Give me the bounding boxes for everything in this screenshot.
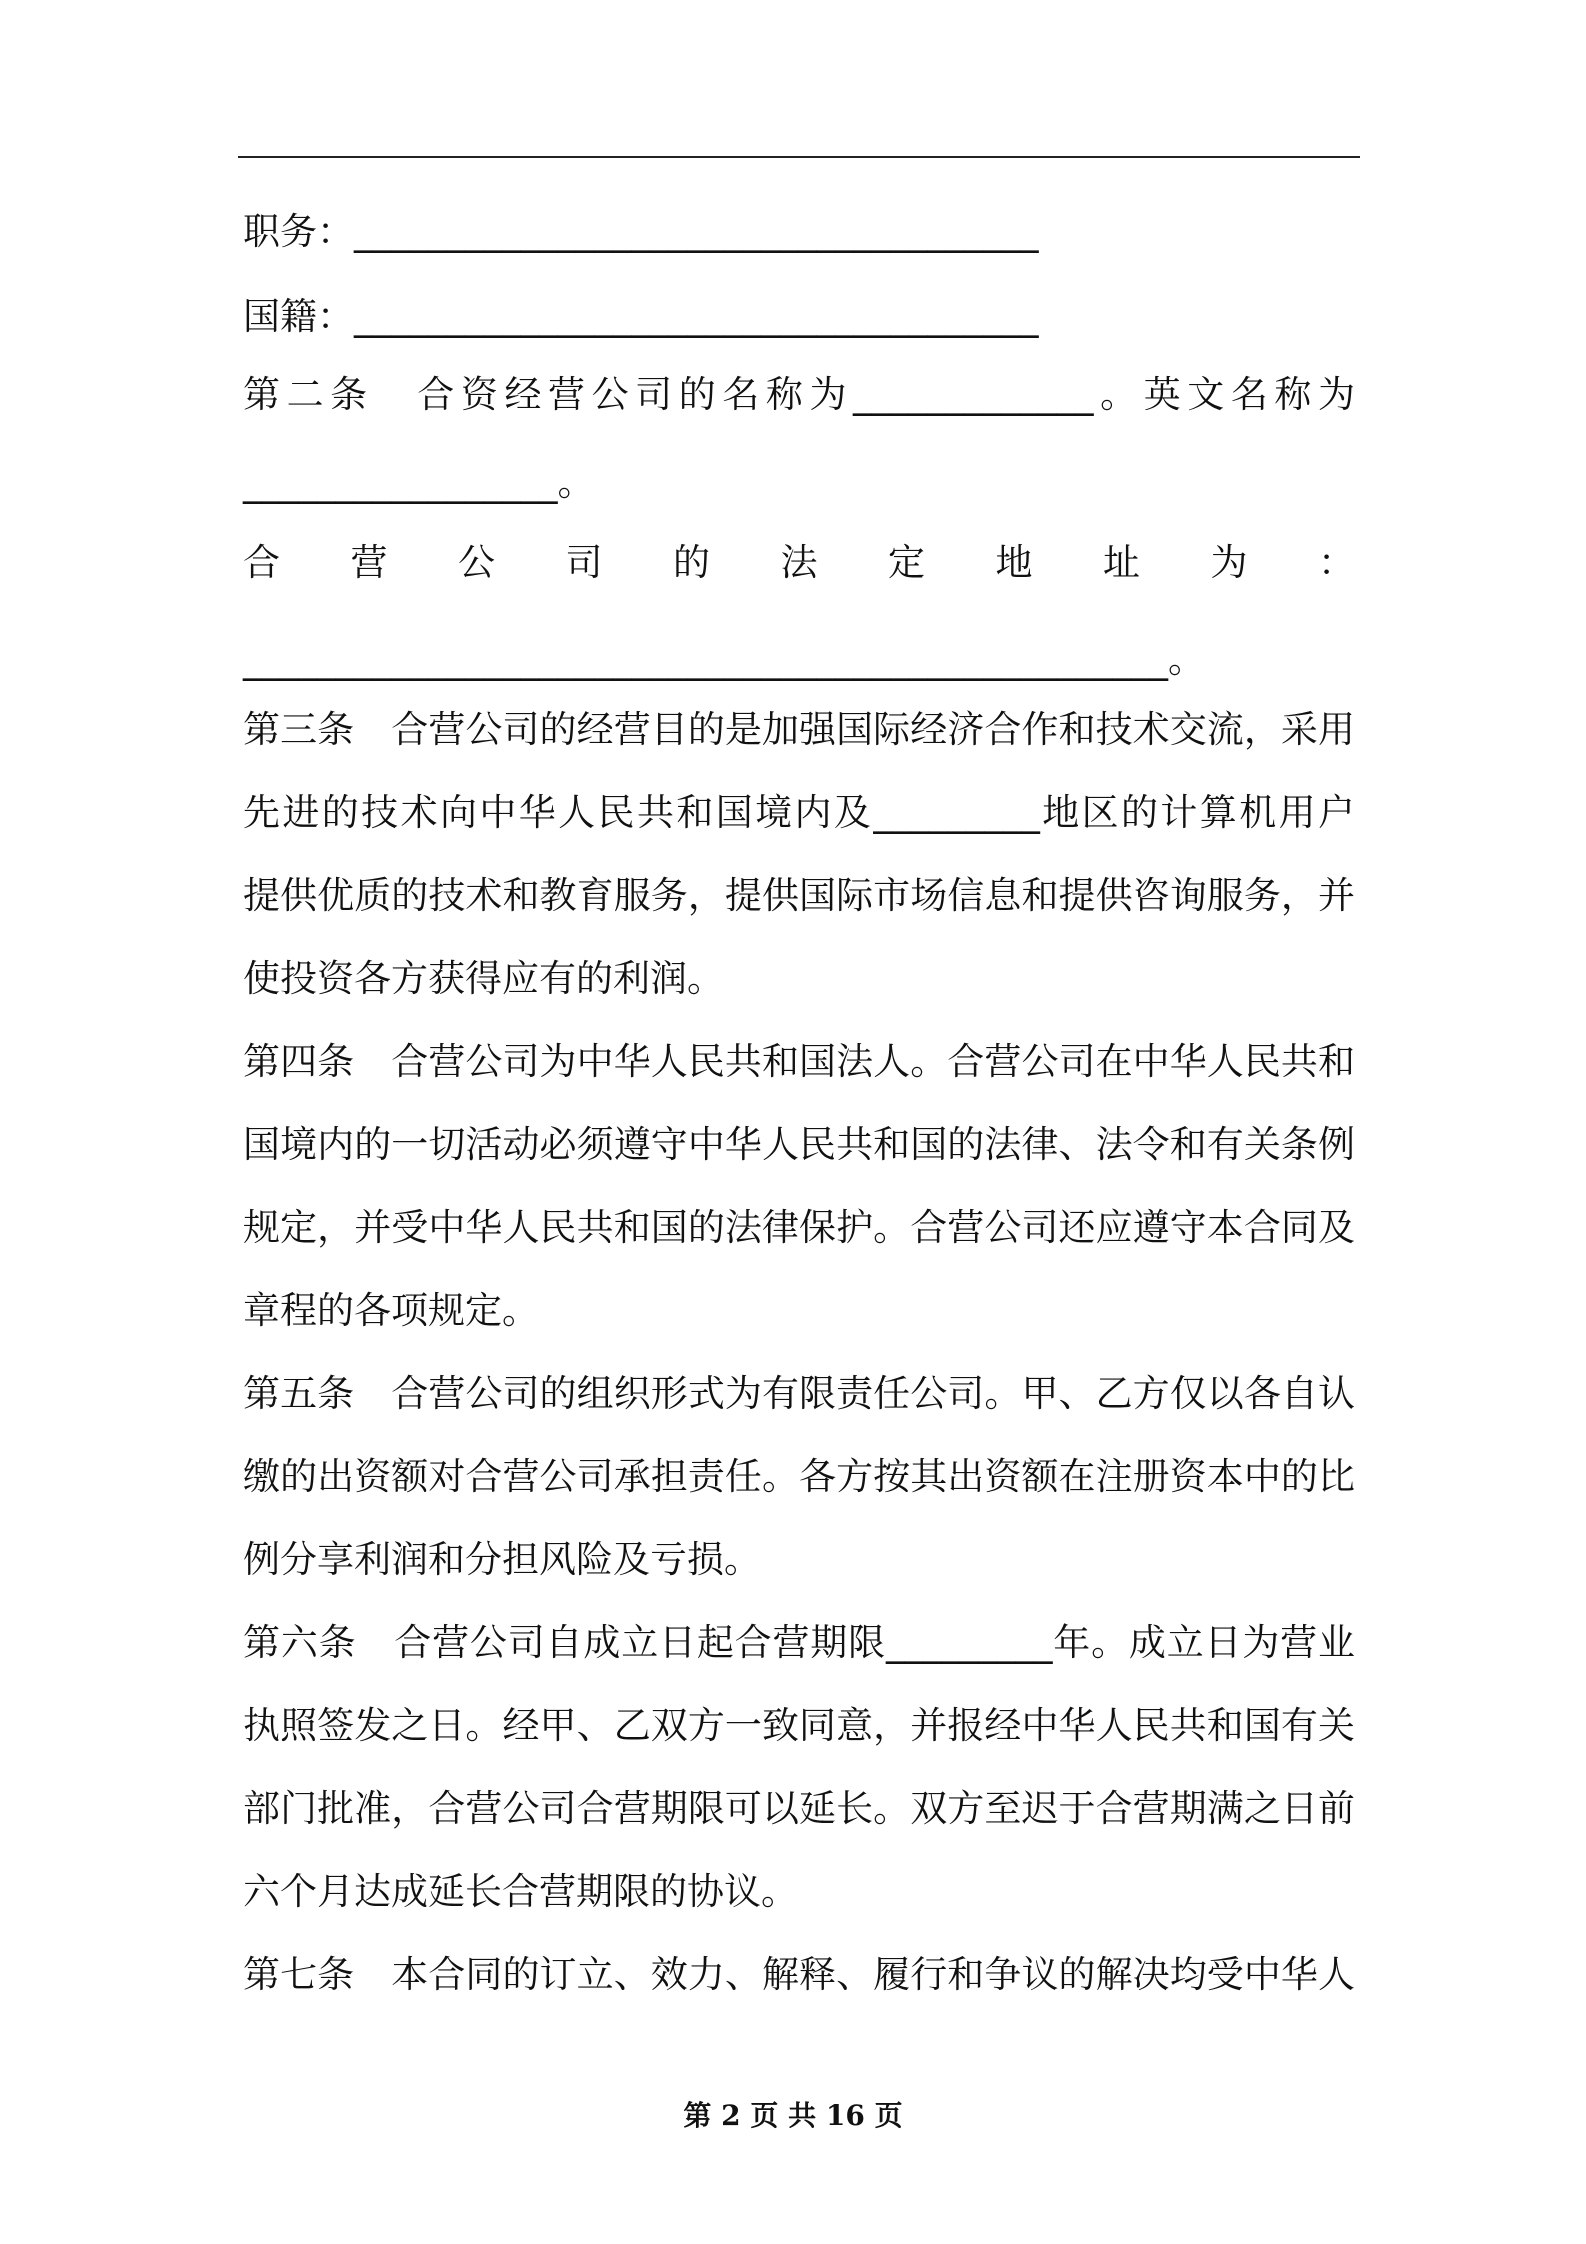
address-char: 的 — [673, 541, 710, 584]
article-3-line-4: 使投资各方获得应有的利润。 — [243, 957, 724, 1000]
field-position: 职务：_____________________________________ — [243, 210, 1039, 253]
address-char: 公 — [458, 541, 495, 584]
address-char: 法 — [780, 541, 818, 584]
article-6-line-4: 六个月达成延长合营期限的协议。 — [243, 1870, 798, 1913]
article-7-line-1: 第七条 本合同的订立、效力、解释、履行和争议的解决均受中华人 — [243, 1953, 1355, 1996]
address-char: ： — [1318, 541, 1355, 584]
legal-address-label — [243, 538, 1355, 588]
address-char: 地 — [995, 541, 1033, 584]
article-5-line-1: 第五条 合营公司的组织形式为有限责任公司。甲、乙方仅以各自认 — [243, 1372, 1355, 1415]
address-char: 为 — [1210, 541, 1248, 584]
article-3-line-1: 第三条 合营公司的经营目的是加强国际经济合作和技术交流，采用 — [243, 708, 1355, 751]
header-rule — [238, 156, 1360, 158]
article-2-line-1: 第二条 合资经营公司的名称为_____________。英文名称为 — [243, 373, 1355, 416]
page-number-footer: 第 2 页 共 16 页 — [683, 2099, 903, 2132]
address-char: 合 — [243, 541, 280, 584]
article-3-line-3: 提供优质的技术和教育服务，提供国际市场信息和提供咨询服务，并 — [243, 874, 1355, 917]
article-4-line-3: 规定，并受中华人民共和国的法律保护。合营公司还应遵守本合同及 — [243, 1206, 1355, 1249]
article-6-line-1: 第六条 合营公司自成立日起合营期限_________年。成立日为营业 — [243, 1621, 1355, 1664]
article-5-line-3: 例分享利润和分担风险及亏损。 — [243, 1538, 761, 1581]
legal-address-blank: __________________________________________________。 — [243, 638, 1205, 681]
article-4-line-4: 章程的各项规定。 — [243, 1289, 539, 1332]
field-nationality: 国籍：_____________________________________ — [243, 295, 1039, 338]
article-5-line-2: 缴的出资额对合营公司承担责任。各方按其出资额在注册资本中的比 — [243, 1455, 1355, 1498]
address-char: 营 — [350, 541, 388, 584]
article-4-line-1: 第四条 合营公司为中华人民共和国法人。合营公司在中华人民共和 — [243, 1040, 1355, 1083]
article-4-line-2: 国境内的一切活动必须遵守中华人民共和国的法律、法令和有关条例 — [243, 1123, 1355, 1166]
address-char: 司 — [565, 541, 603, 584]
address-char: 址 — [1103, 541, 1140, 584]
article-3-line-2: 先进的技术向中华人民共和国境内及_________地区的计算机用户 — [243, 791, 1355, 834]
article-6-line-2: 执照签发之日。经甲、乙双方一致同意，并报经中华人民共和国有关 — [243, 1704, 1355, 1747]
article-6-line-3: 部门批准，合营公司合营期限可以延长。双方至迟于合营期满之日前 — [243, 1787, 1355, 1830]
address-char: 定 — [888, 541, 925, 584]
article-2-line-2: _________________。 — [243, 461, 595, 504]
